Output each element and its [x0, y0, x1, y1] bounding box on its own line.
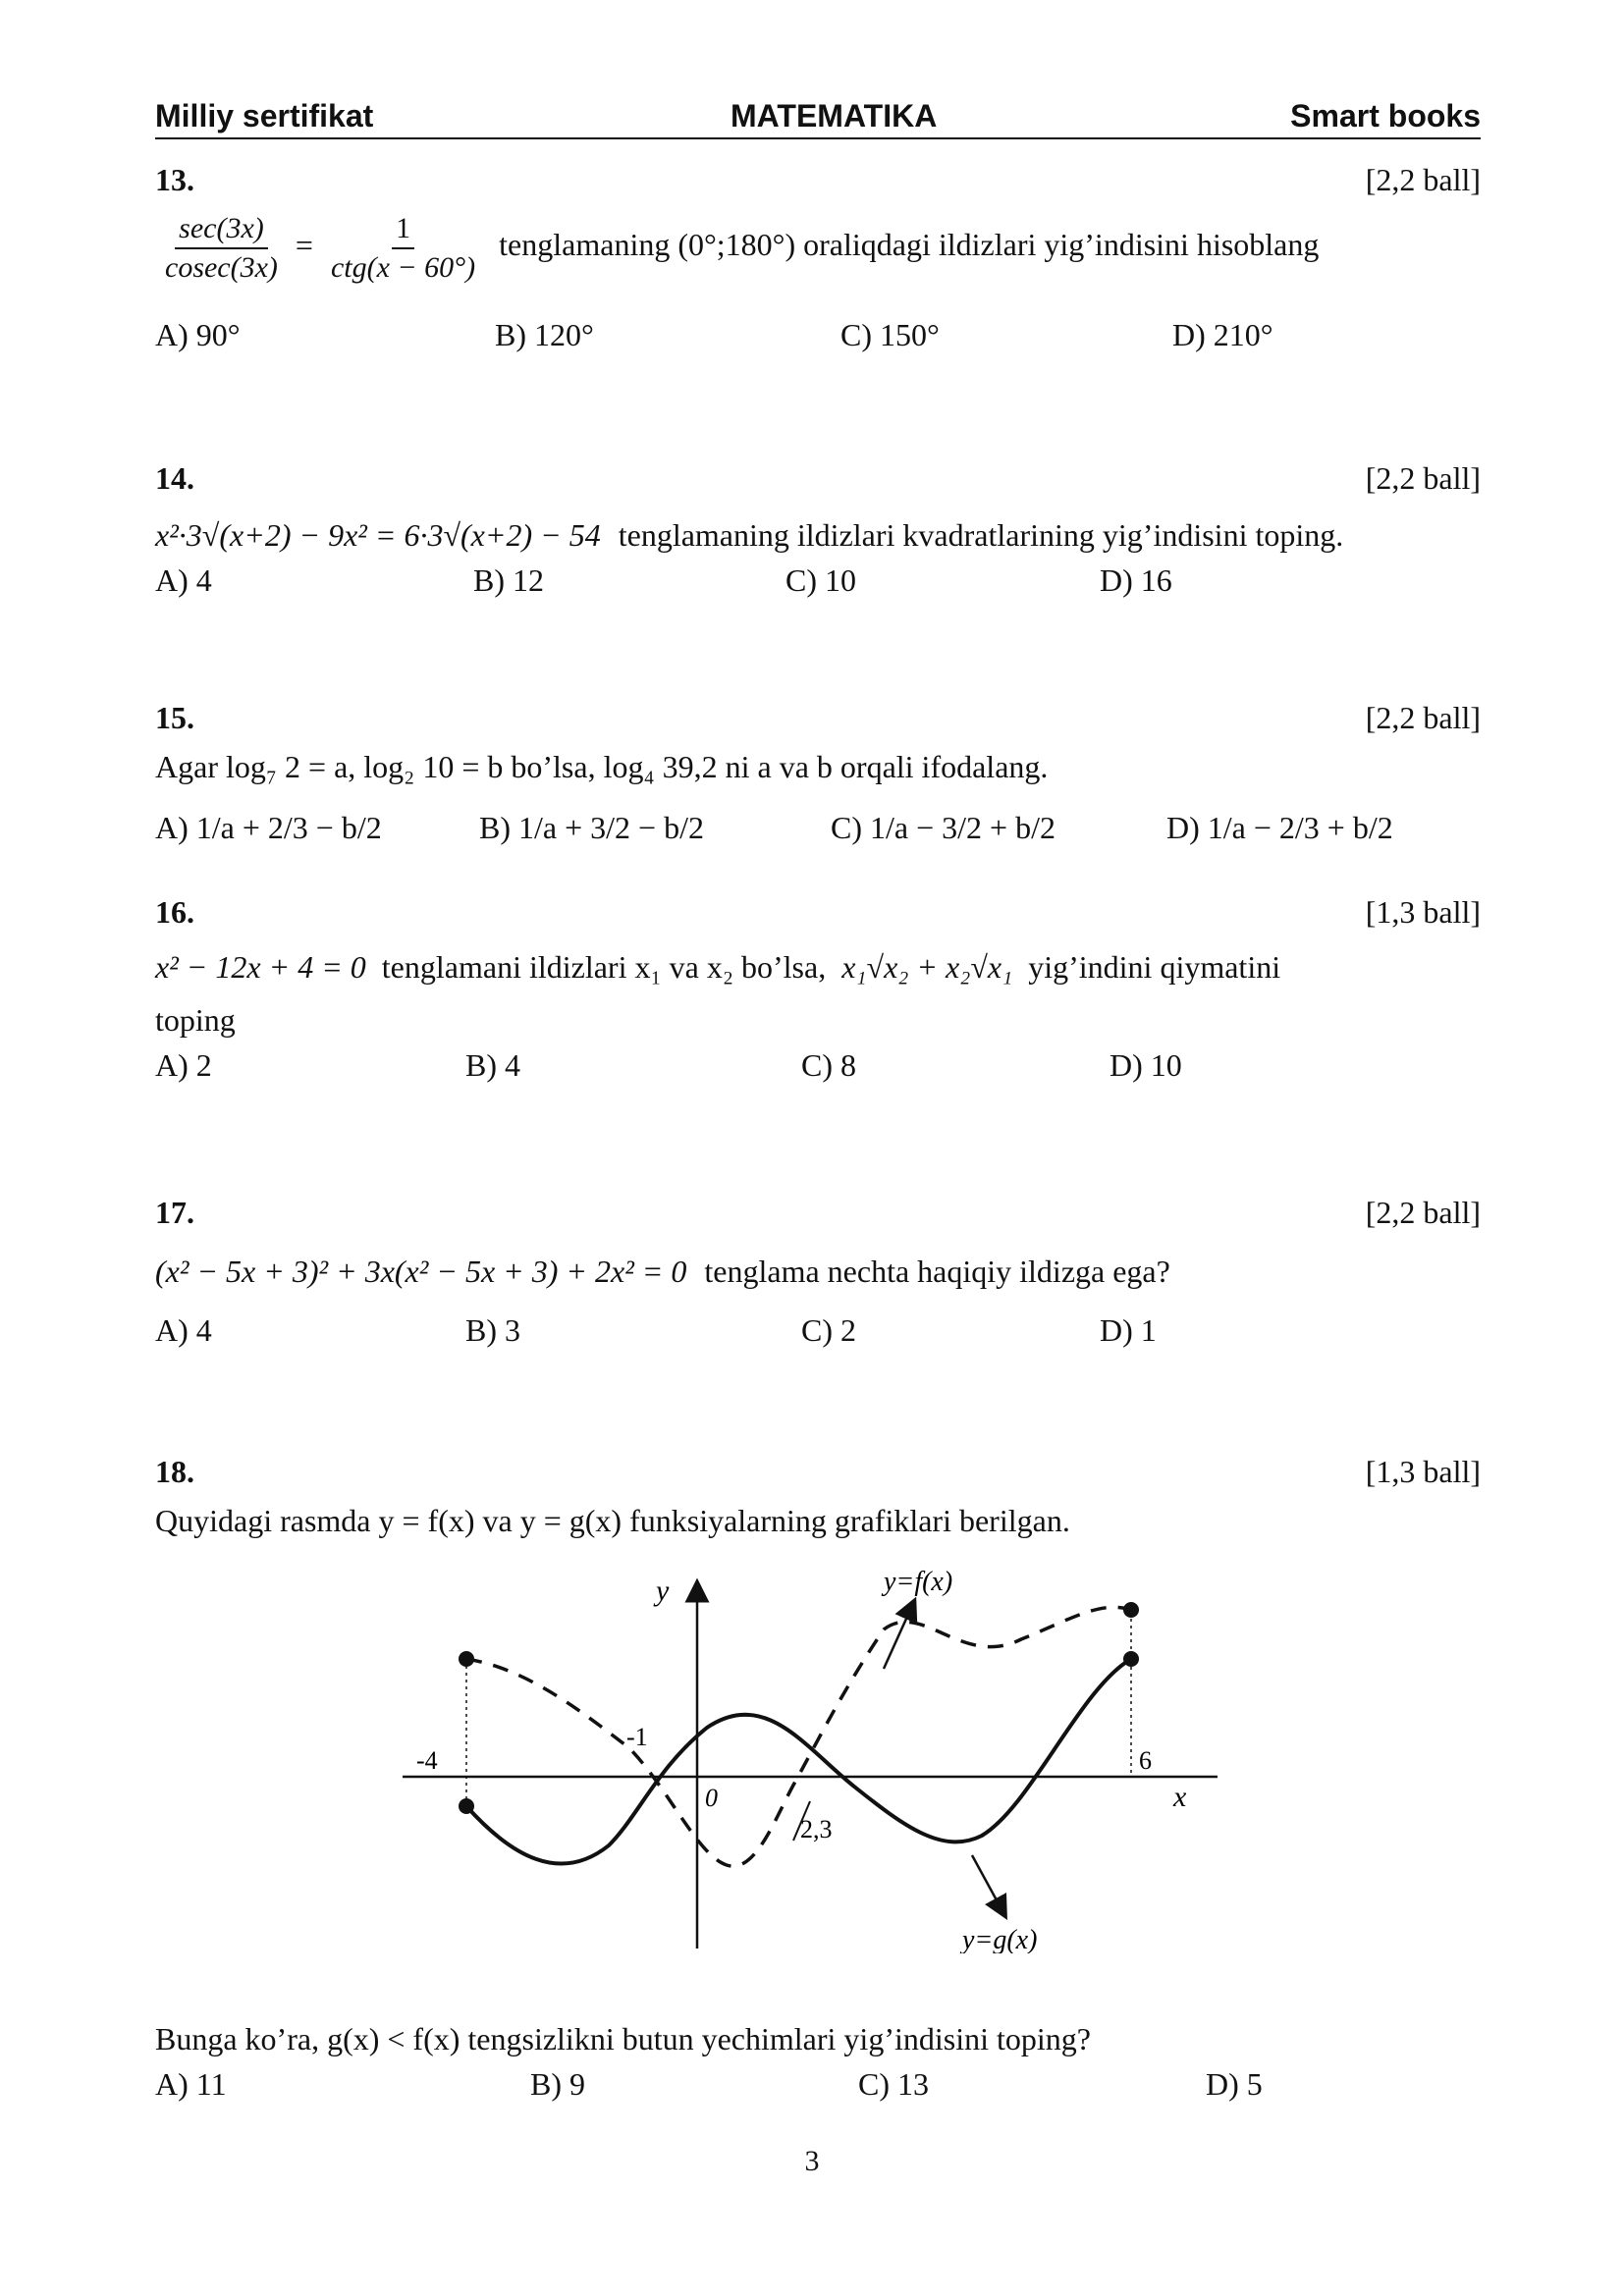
fraction-denominator: cosec(3x)	[165, 251, 278, 284]
question-14	[155, 455, 1481, 613]
option-a[interactable]: A) 90°	[155, 317, 241, 352]
option-d[interactable]: D) 1/a − 2/3 + b/2	[1166, 810, 1393, 845]
option-a[interactable]: A) 2	[155, 1047, 212, 1083]
f-left-endpoint	[459, 1651, 474, 1667]
question-points: [1,3 ball]	[1365, 894, 1481, 930]
question-statement	[155, 210, 1319, 287]
equals-sign: =	[295, 227, 313, 263]
option-c[interactable]: C) 10	[785, 562, 856, 598]
option-b[interactable]: B) 120°	[495, 317, 594, 352]
f-curve-label: y=f(x)	[884, 1567, 953, 1597]
question-text: tenglamaning ildizlari kvadratlarining yig’indisini toping.	[618, 517, 1344, 553]
option-a[interactable]: A) 1/a + 2/3 − b/2	[155, 810, 382, 845]
tick-label-minus-4: -4	[416, 1746, 438, 1775]
question-statement	[155, 1249, 1170, 1294]
expression-formula: x₁√x₂ + x₂√x₁	[841, 949, 1013, 985]
option-b[interactable]: B) 3	[465, 1312, 520, 1348]
option-a[interactable]: A) 4	[155, 1312, 212, 1348]
question-text-continued: Bunga ko’ra, g(x) < f(x) tengsizlikni butun yechimlari yig’indisini toping?	[155, 2021, 1091, 2056]
y-axis-label: y	[656, 1575, 670, 1607]
tick-label-minus-1: -1	[626, 1723, 648, 1751]
question-points: [2,2 ball]	[1365, 700, 1481, 735]
option-c[interactable]: C) 13	[858, 2066, 929, 2102]
option-c[interactable]: C) 2	[801, 1312, 856, 1348]
option-d[interactable]: D) 10	[1110, 1047, 1182, 1083]
x-axis-label: x	[1173, 1781, 1187, 1813]
fraction-sec-cosec	[161, 210, 282, 287]
question-16	[155, 889, 1481, 1105]
page-header	[155, 98, 1481, 139]
option-b[interactable]: B) 9	[530, 2066, 585, 2102]
question-text-end: toping	[155, 1002, 236, 1038]
tick-label-6: 6	[1139, 1746, 1152, 1775]
header-right: Smart books	[1290, 98, 1481, 133]
equation-formula: x²·3√(x+2) − 9x² = 6·3√(x+2) − 54	[155, 517, 601, 553]
curve-g	[466, 1659, 1131, 1864]
question-points: [2,2 ball]	[1365, 1195, 1481, 1230]
option-a[interactable]: A) 4	[155, 562, 212, 598]
question-number: 15.	[155, 700, 194, 735]
question-text: Agar log₇ 2 = a, log₂ 10 = b bo’lsa, log₄ 39,2 ni a va b orqali ifodalang.	[155, 749, 1049, 784]
fraction-denominator: ctg(x − 60°)	[330, 251, 476, 284]
question-text: tenglama nechta haqiqiy ildizga ega?	[704, 1254, 1170, 1289]
option-d[interactable]: D) 1	[1100, 1312, 1157, 1348]
f-right-endpoint	[1123, 1602, 1139, 1618]
g-label-pointer	[972, 1855, 1001, 1909]
option-d[interactable]: D) 16	[1100, 562, 1172, 598]
g-curve-label: y=g(x)	[962, 1925, 1038, 1953]
question-text: Quyidagi rasmda y = f(x) va y = g(x) funksiyalarning grafiklari berilgan.	[155, 1503, 1070, 1538]
fraction-numerator: sec(3x)	[175, 210, 268, 249]
question-statement	[155, 512, 1343, 558]
question-text: tenglamaning (0°;180°) oraliqdagi ildizlari yig’indisini hisoblang	[499, 227, 1320, 263]
header-center: MATEMATIKA	[731, 98, 938, 133]
question-number: 16.	[155, 894, 194, 930]
option-b[interactable]: B) 4	[465, 1047, 520, 1083]
question-15	[155, 695, 1481, 881]
question-number: 13.	[155, 162, 194, 197]
question-text: tenglamani ildizlari x₁ va x₂ bo’lsa,	[381, 949, 827, 985]
equation-formula: (x² − 5x + 3)² + 3x(x² − 5x + 3) + 2x² = 0	[155, 1254, 687, 1289]
question-number: 17.	[155, 1195, 194, 1230]
question-number: 18.	[155, 1454, 194, 1489]
question-number: 14.	[155, 460, 194, 496]
question-points: [1,3 ball]	[1365, 1454, 1481, 1489]
tick-label-0: 0	[705, 1784, 718, 1812]
fraction-numerator: 1	[392, 210, 414, 249]
question-points: [2,2 ball]	[1365, 162, 1481, 197]
question-points: [2,2 ball]	[1365, 460, 1481, 496]
option-d[interactable]: D) 210°	[1172, 317, 1273, 352]
equation-formula: x² − 12x + 4 = 0	[155, 949, 366, 985]
question-17	[155, 1190, 1481, 1357]
page-number: 3	[804, 2145, 820, 2177]
option-d[interactable]: D) 5	[1206, 2066, 1263, 2102]
option-c[interactable]: C) 1/a − 3/2 + b/2	[831, 810, 1056, 845]
function-graph	[393, 1561, 1237, 1953]
question-text-continued: yig’indini qiymatini	[1028, 949, 1281, 985]
f-label-pointer	[884, 1608, 911, 1669]
g-right-endpoint	[1123, 1651, 1139, 1667]
question-13	[155, 157, 1481, 353]
header-left: Milliy sertifikat	[155, 98, 374, 133]
option-a[interactable]: A) 11	[155, 2066, 227, 2102]
question-statement	[155, 944, 1280, 989]
g-left-endpoint	[459, 1798, 474, 1814]
option-c[interactable]: C) 150°	[840, 317, 940, 352]
option-b[interactable]: B) 1/a + 3/2 − b/2	[479, 810, 704, 845]
tick-label-2-3: 2,3	[800, 1815, 833, 1843]
option-b[interactable]: B) 12	[473, 562, 544, 598]
option-c[interactable]: C) 8	[801, 1047, 856, 1083]
fraction-one-over-ctg	[327, 210, 479, 287]
